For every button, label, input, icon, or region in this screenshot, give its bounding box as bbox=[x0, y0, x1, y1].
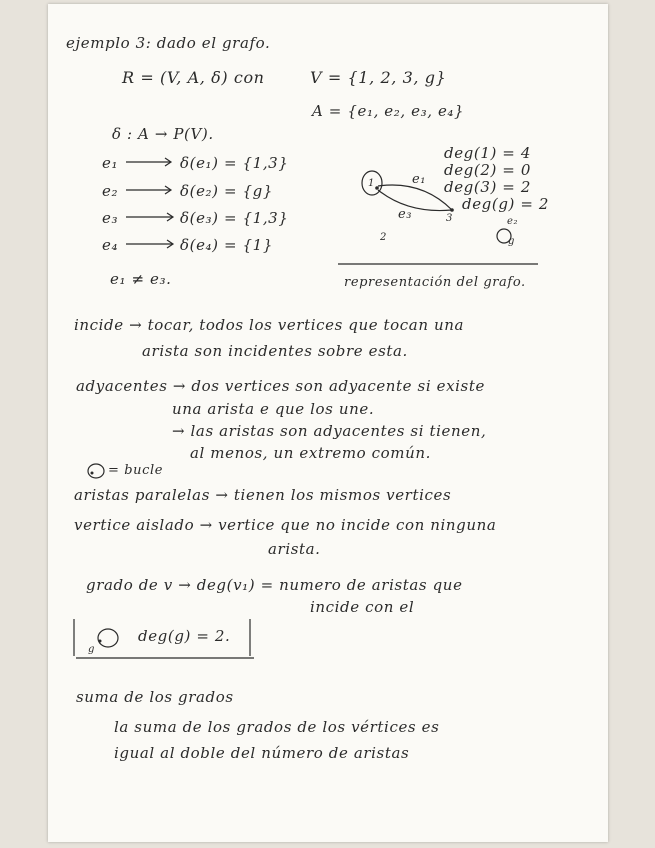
map-image-3: δ(e₃) = {1,3} bbox=[180, 209, 289, 227]
vertex-3-label: 3 bbox=[446, 213, 453, 224]
edge-e2-label: e₂ bbox=[507, 216, 519, 227]
vertice-aislado-line-2: arista. bbox=[268, 540, 321, 558]
map-image-1: δ(e₁) = {1,3} bbox=[180, 154, 289, 172]
edge-e3-label: e₃ bbox=[398, 207, 413, 222]
adyacentes-line-2: una arista e que los une. bbox=[172, 400, 375, 418]
notebook-page bbox=[48, 4, 608, 842]
vertex-2-label: 2 bbox=[380, 232, 387, 243]
grado-line-2: incide con el bbox=[310, 598, 415, 616]
suma-line-1: la suma de los grados de los vértices es bbox=[114, 718, 440, 736]
map-edge-1: e₁ bbox=[102, 154, 119, 172]
edge-set: A = {e₁, e₂, e₃, e₄} bbox=[312, 102, 465, 120]
adyacentes-line-4: al menos, un extremo común. bbox=[190, 444, 432, 462]
bucle-definition: = bucle bbox=[108, 463, 164, 478]
suma-title: suma de los grados bbox=[76, 688, 234, 706]
adyacentes-line-1: adyacentes → dos vertices son adyacente si existe bbox=[76, 377, 485, 395]
suma-line-2: igual al doble del número de aristas bbox=[114, 744, 410, 762]
box-vertex-label: g bbox=[88, 644, 96, 655]
map-definition: δ : A → P(V). bbox=[112, 125, 214, 143]
map-image-2: δ(e₂) = {g} bbox=[180, 182, 274, 200]
adyacentes-line-3: → las aristas son adyacentes si tienen, bbox=[172, 422, 487, 440]
grado-line-1: grado de v → deg(v₁) = numero de aristas que bbox=[86, 576, 463, 594]
map-image-4: δ(e₄) = {1} bbox=[180, 236, 273, 254]
vertex-g-label: g bbox=[508, 236, 516, 247]
degree-vertex-2: deg(2) = 0 bbox=[444, 161, 531, 179]
vertex-1-label: 1 bbox=[368, 178, 375, 189]
map-edge-2: e₂ bbox=[102, 182, 119, 200]
edge-e1-label: e₁ bbox=[412, 172, 427, 187]
vertice-aislado-line-1: vertice aislado → vertice que no incide con ninguna bbox=[74, 516, 497, 534]
graph-definition: R = (V, A, δ) con bbox=[122, 68, 265, 87]
incide-line-1: incide → tocar, todos los vertices que tocan una bbox=[74, 316, 465, 334]
box-degree-text: deg(g) = 2. bbox=[138, 627, 231, 645]
edge-inequality: e₁ ≠ e₃. bbox=[110, 270, 172, 288]
figure-caption: representación del grafo. bbox=[344, 275, 526, 290]
incide-line-2: arista son incidentes sobre esta. bbox=[142, 342, 408, 360]
degree-vertex-3: deg(3) = 2 bbox=[444, 178, 531, 196]
degree-vertex-g: deg(g) = 2 bbox=[462, 195, 550, 213]
aristas-paralelas-definition: aristas paralelas → tienen los mismos vertices bbox=[74, 486, 452, 504]
degree-example-box bbox=[48, 4, 608, 704]
example-title: ejemplo 3: dado el grafo. bbox=[66, 34, 271, 52]
map-edge-3: e₃ bbox=[102, 209, 119, 227]
vertex-set: V = {1, 2, 3, g} bbox=[310, 68, 447, 87]
map-edge-4: e₄ bbox=[102, 236, 119, 254]
degree-vertex-1: deg(1) = 4 bbox=[444, 144, 531, 162]
